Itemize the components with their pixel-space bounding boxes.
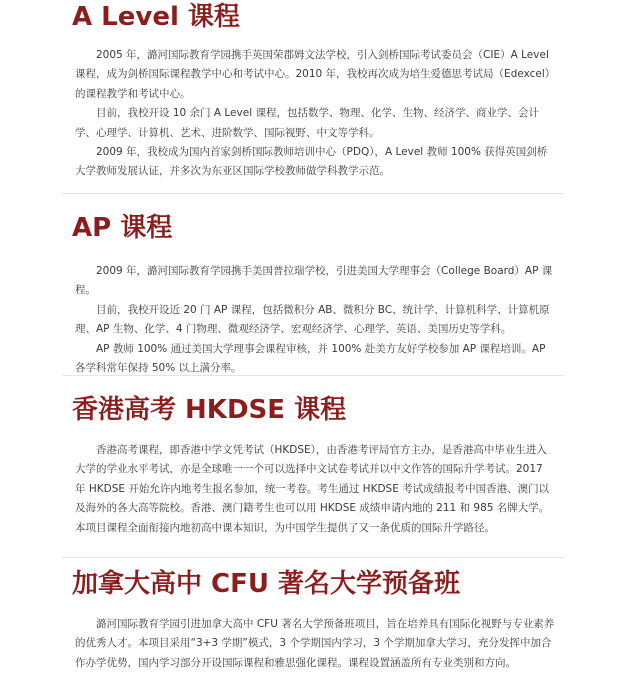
alevel-heading: A Level 课程 bbox=[72, 2, 240, 32]
ap-paragraph-2: 目前，我校开设近 20 门 AP 课程，包括微积分 AB、微积分 BC、统计学、计算机科学、计算机原理、AP 生物、化学、4 门物理、微观经济学、宏观经济学、心理学、英语、美国历史等学科。 bbox=[75, 303, 550, 336]
alevel-paragraph-1: 2005 年，潞河国际教育学园携手英国荣郡姆文法学校，引入剑桥国际考试委员会（CIE）A Level 课程，成为剑桥国际课程教学中心和考试中心。2010 年，我校再次成为培生爱德思考试局（Edexcel）的课程教学和考试中心。 bbox=[75, 49, 551, 100]
hkdse-heading: 香港高考 HKDSE 课程 bbox=[72, 395, 347, 425]
ap-heading: AP 课程 bbox=[72, 213, 173, 243]
ap-body bbox=[75, 262, 555, 378]
alevel-paragraph-2: 目前，我校开设 10 余门 A Level 课程，包括数学、物理、化学、生物、经济学、商业学、会计学、心理学、计算机、艺术、进阶数学、国际视野、中文等学科。 bbox=[75, 107, 539, 139]
cfu-body bbox=[75, 615, 555, 673]
section-divider bbox=[62, 375, 564, 376]
hkdse-body bbox=[75, 441, 555, 538]
section-divider bbox=[62, 193, 564, 194]
alevel-paragraph-3: 2009 年，我校成为国内首家剑桥国际教师培训中心（PDQ），A Level 教师 100% 获得英国剑桥大学教师发展认证，并多次为东亚区国际学校教师做学科教学示范。 bbox=[75, 146, 548, 178]
alevel-body bbox=[75, 46, 555, 182]
hkdse-paragraph-1: 香港高考课程，即香港中学文凭考试（HKDSE），由香港考评局官方主办，是香港高中毕业生进入大学的学业水平考试，亦是全球唯一一个可以选择中文试卷考试并以中文作答的国际升学考试。2017 年 HKDSE 开始允许内地考生报名参加，统一考卷。考生通过 HKDSE 考试成绩报考中国香港、澳门以及海外的各大高等院校。香港、澳门籍考生也可以用 HKDSE 成绩申请内地的 211 和 985 名牌大学。本项目课程全面衔接内地初高中课本知识，为中国学生提供了又一条优质的国际升学路径。 bbox=[75, 444, 550, 534]
ap-paragraph-1: 2009 年，潞河国际教育学园携手美国普拉瑞学校，引进美国大学理事会（College Board）AP 课程。 bbox=[75, 265, 553, 297]
cfu-paragraph-1: 潞河国际教育学园引进加拿大高中 CFU 著名大学预备班项目，旨在培养具有国际化视野与专业素养的优秀人才。本项目采用“3+3 学期”模式，3 个学期国内学习，3 个学期加拿大学习，充分发挥中加合作办学优势，国内学习部分开设国际课程和雅思强化课程。课程设置涵盖所有专业类别和方向。 bbox=[75, 618, 555, 669]
ap-paragraph-3: AP 教师 100% 通过美国大学理事会课程审核，并 100% 赴美方友好学校参加 AP 课程培训。AP 各学科常年保持 50% 以上满分率。 bbox=[75, 342, 546, 375]
section-divider bbox=[62, 557, 564, 558]
cfu-heading: 加拿大高中 CFU 著名大学预备班 bbox=[72, 569, 461, 599]
